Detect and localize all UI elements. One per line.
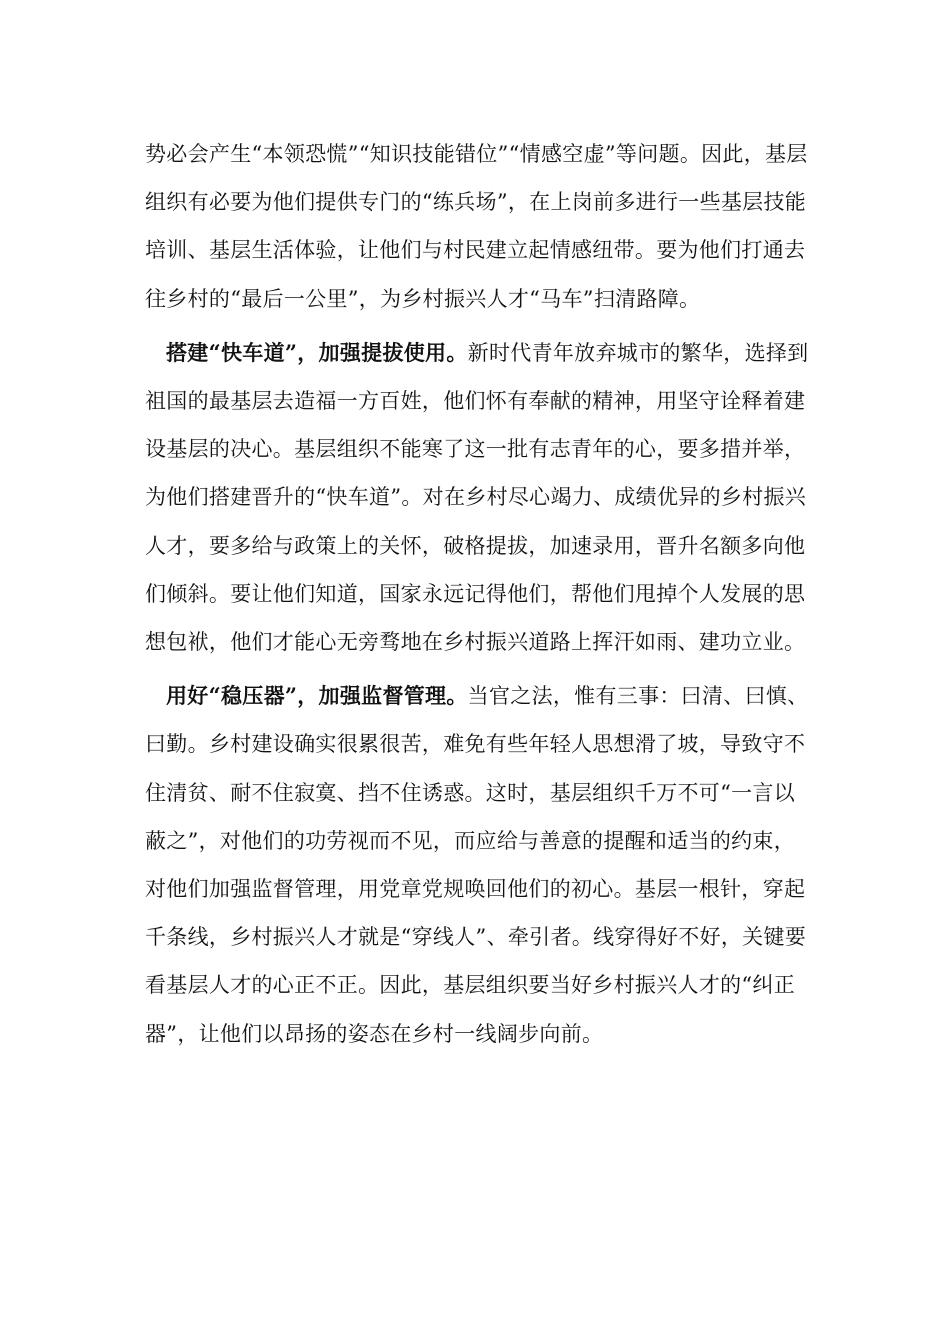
paragraph-3 (145, 672, 810, 1058)
paragraph-2-body: 新时代青年放弃城市的繁华，选择到祖国的最基层去造福一方百姓，他们怀有奉献的精神，用坚守诠释着建设基层的决心。基层组织不能寒了这一批有志青年的心，要多措并举，为他们搭建晋升的“快车道”。对在乡村尽心竭力、成绩优异的乡村振兴人才，要多给与政策上的关怀，破格提拔，加速录用，晋升名额多向他们倾斜。要让他们知道，国家永远记得他们，帮他们甩掉个人发展的思想包袱，他们才能心无旁骛地在乡村振兴道路上挥汗如雨、建功立业。 (145, 340, 809, 655)
document-body (145, 130, 810, 1058)
paragraph-3-body: 当官之法，惟有三事：曰清、曰慎、曰勤。乡村建设确实很累很苦，难免有些年轻人思想滑了坡，导致守不住清贫、耐不住寂寞、挡不住诱惑。这时，基层组织千万不可“一言以蔽之”，对他们的功劳视而不见，而应给与善意的提醒和适当的约束，对他们加强监督管理，用党章党规唤回他们的初心。基层一根针，穿起千条线，乡村振兴人才就是“穿线人”、牵引者。线穿得好不好，关键要看基层人才的心正不正。因此，基层组织要当好乡村振兴人才的“纠正器”，让他们以昂扬的姿态在乡村一线阔步向前。 (145, 684, 809, 1046)
paragraph-2 (145, 329, 810, 666)
paragraph-3-lead: 用好“稳压器”，加强监督管理。 (166, 683, 468, 709)
paragraph-2-lead: 搭建“快车道”，加强提拔使用。 (166, 339, 468, 365)
paragraph-1 (145, 130, 810, 323)
paragraph-1-body: 势必会产生“本领恐慌”“知识技能错位”“情感空虚”等问题。因此，基层组织有必要为他们提供专门的“练兵场”，在上岗前多进行一些基层技能培训、基层生活体验，让他们与村民建立起情感纽带。要为他们打通去往乡村的“最后一公里”，为乡村振兴人才“马车”扫清路障。 (145, 142, 808, 311)
